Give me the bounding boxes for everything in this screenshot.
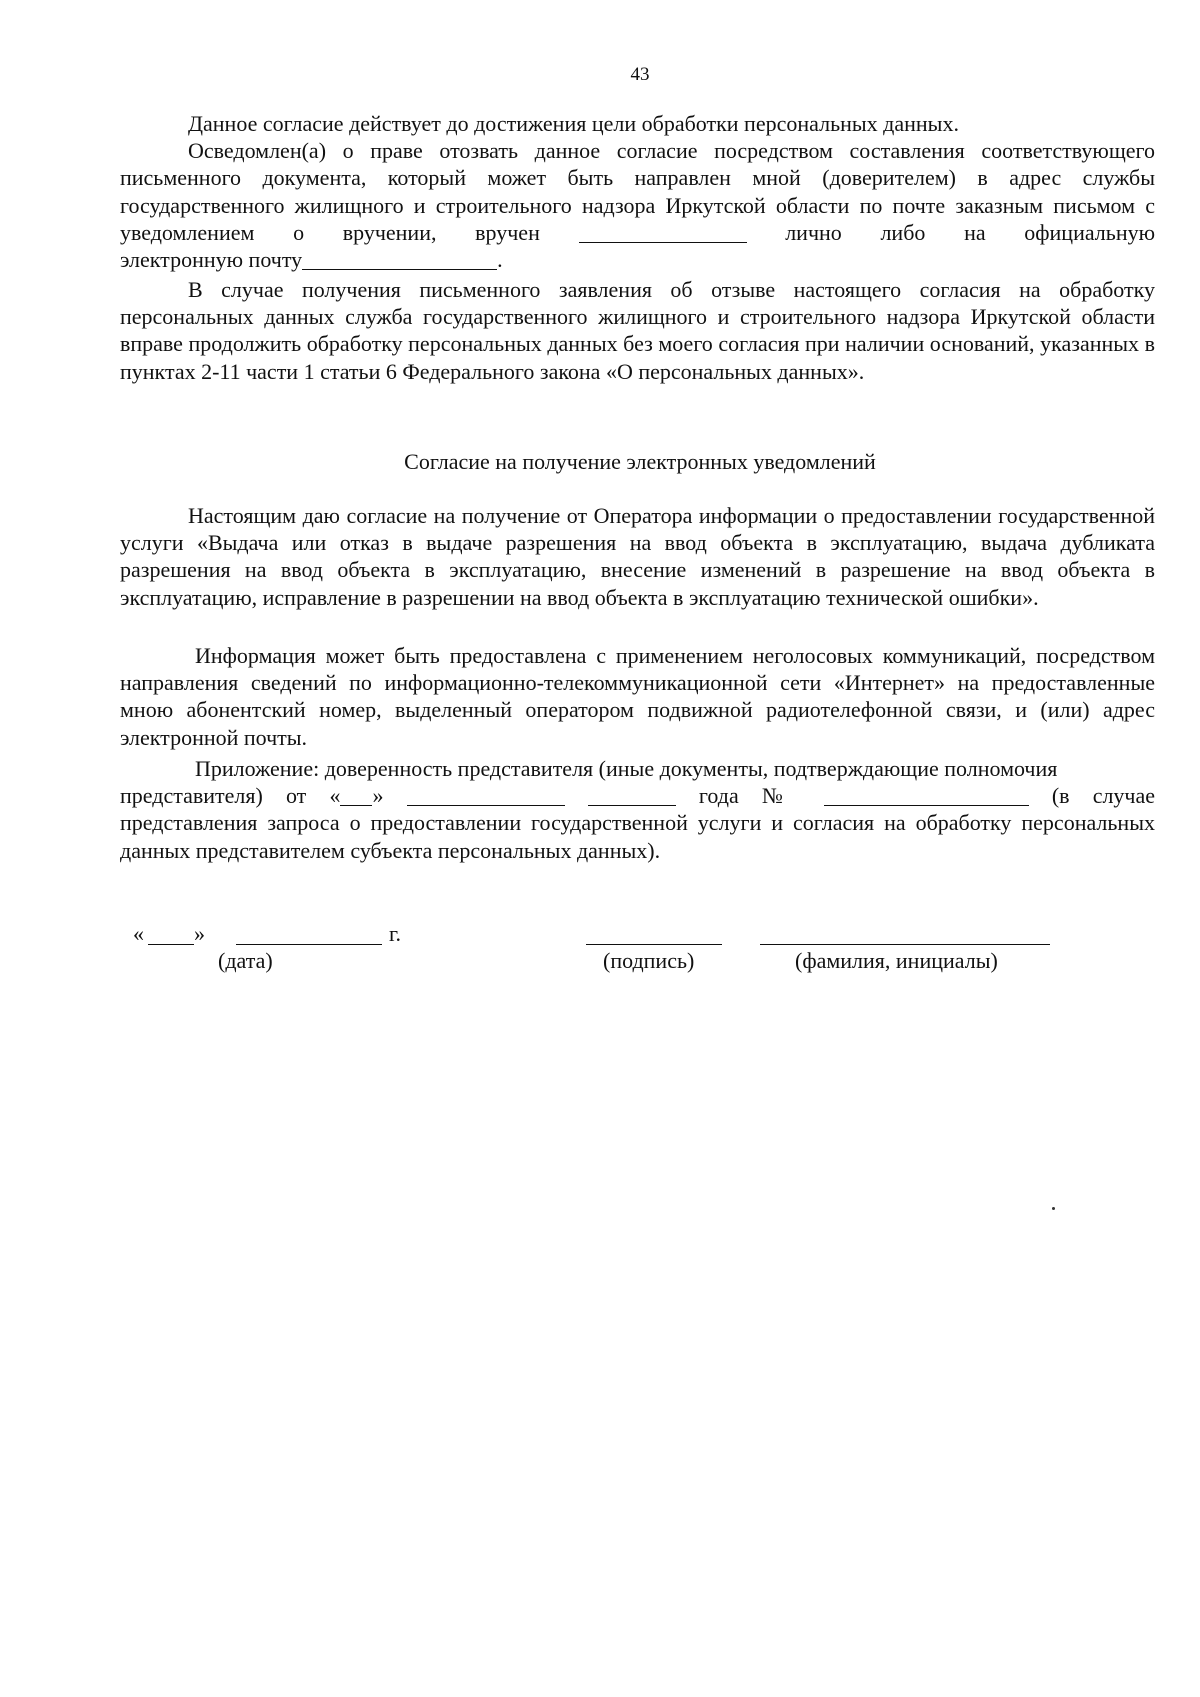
scan-dot [1052, 1207, 1055, 1210]
date-quote-close: » [194, 921, 205, 946]
name-caption: (фамилия, инициалы) [795, 948, 998, 973]
attachment-line-1: Приложение: доверенность представителя (иные документы, подтверждающие полномочия [195, 756, 1058, 781]
notifications-consent-paragraph: Настоящим даю согласие на получение от Оператора информации о предоставлении государственной услуги «Выдача или отказ в выдаче разрешения на ввод объекта в эксплуатацию, выдача дубликата разрешения на ввод объекта в эксплуатацию, внесение изменений в разрешение на ввод объекта в эксплуатацию, исправление в разрешении на ввод объекта в эксплуатацию технической ошибки». [120, 503, 1155, 610]
communication-paragraph: Информация может быть предоставлена с применением неголосовых коммуникаций, посредством направления сведений по информационно-телекоммуникационной сети «Интернет» на предоставленные мною абонентский номер, выделенный оператором подвижной радиотелефонной связи, и (или) адрес электронной почты. [120, 643, 1155, 750]
attachment-case-label: (в случае [1051, 783, 1156, 809]
page-number: 43 [630, 64, 650, 85]
withdrawal-section [120, 276, 1155, 385]
attachment-section [120, 755, 1155, 864]
electronic-notifications-heading: Согласие на получение электронных уведомлений [404, 449, 876, 474]
attachment-month-blank [407, 785, 565, 806]
date-month-blank [236, 944, 382, 945]
attachment-line-2 [120, 782, 1155, 809]
name-blank [760, 944, 1050, 945]
date-day-blank [148, 944, 194, 945]
attachment-number-blank [824, 785, 1029, 806]
notifications-consent-section [120, 502, 1155, 611]
delivery-recipient-blank [579, 222, 747, 243]
signature-caption: (подпись) [603, 948, 695, 973]
attachment-from-label: представителя) от « [120, 783, 341, 809]
revocation-text-middle: лично либо на официальную [785, 219, 1156, 245]
date-caption: (дата) [218, 948, 273, 973]
email-label: электронную почту [120, 247, 303, 273]
email-line-end: . [497, 247, 503, 273]
email-line [120, 246, 1155, 273]
signature-row [0, 920, 1200, 980]
date-year-suffix: г. [389, 921, 402, 946]
attachment-rest: представления запроса о предоставлении государственной услуги и согласия на обработку персональных данных представителем субъекта персональных данных). [120, 810, 1155, 863]
date-quote-open: « [133, 921, 144, 946]
revocation-text: Осведомлен(а) о праве отозвать данное согласие посредством составления соответствующего письменного документа, который может быть направлен мной (доверителем) в адрес службы государственного жилищного и строительного надзора Иркутской области по почте заказным письмом с уведомлением о вручении, вручен [120, 138, 1155, 245]
signature-blank [586, 944, 722, 945]
attachment-quote-close: » [372, 783, 384, 809]
withdrawal-paragraph: В случае получения письменного заявления об отзыве настоящего согласия на обработку персональных данных служба государственного жилищного и строительного надзора Иркутской области вправе продолжить обработку персональных данных без моего согласия при наличии оснований, указанных в пунктах 2-11 части 1 статьи 6 Федерального закона «О персональных данных». [120, 277, 1155, 384]
consent-validity-paragraph: Данное согласие действует до достижения цели обработки персональных данных. [188, 111, 959, 136]
attachment-year-blank [588, 785, 676, 806]
revocation-section [120, 110, 1155, 273]
attachment-number-label: года № [698, 783, 801, 809]
communication-section [120, 642, 1155, 751]
email-blank [302, 249, 497, 270]
revocation-paragraph [120, 137, 1155, 246]
attachment-day-blank [340, 785, 372, 806]
